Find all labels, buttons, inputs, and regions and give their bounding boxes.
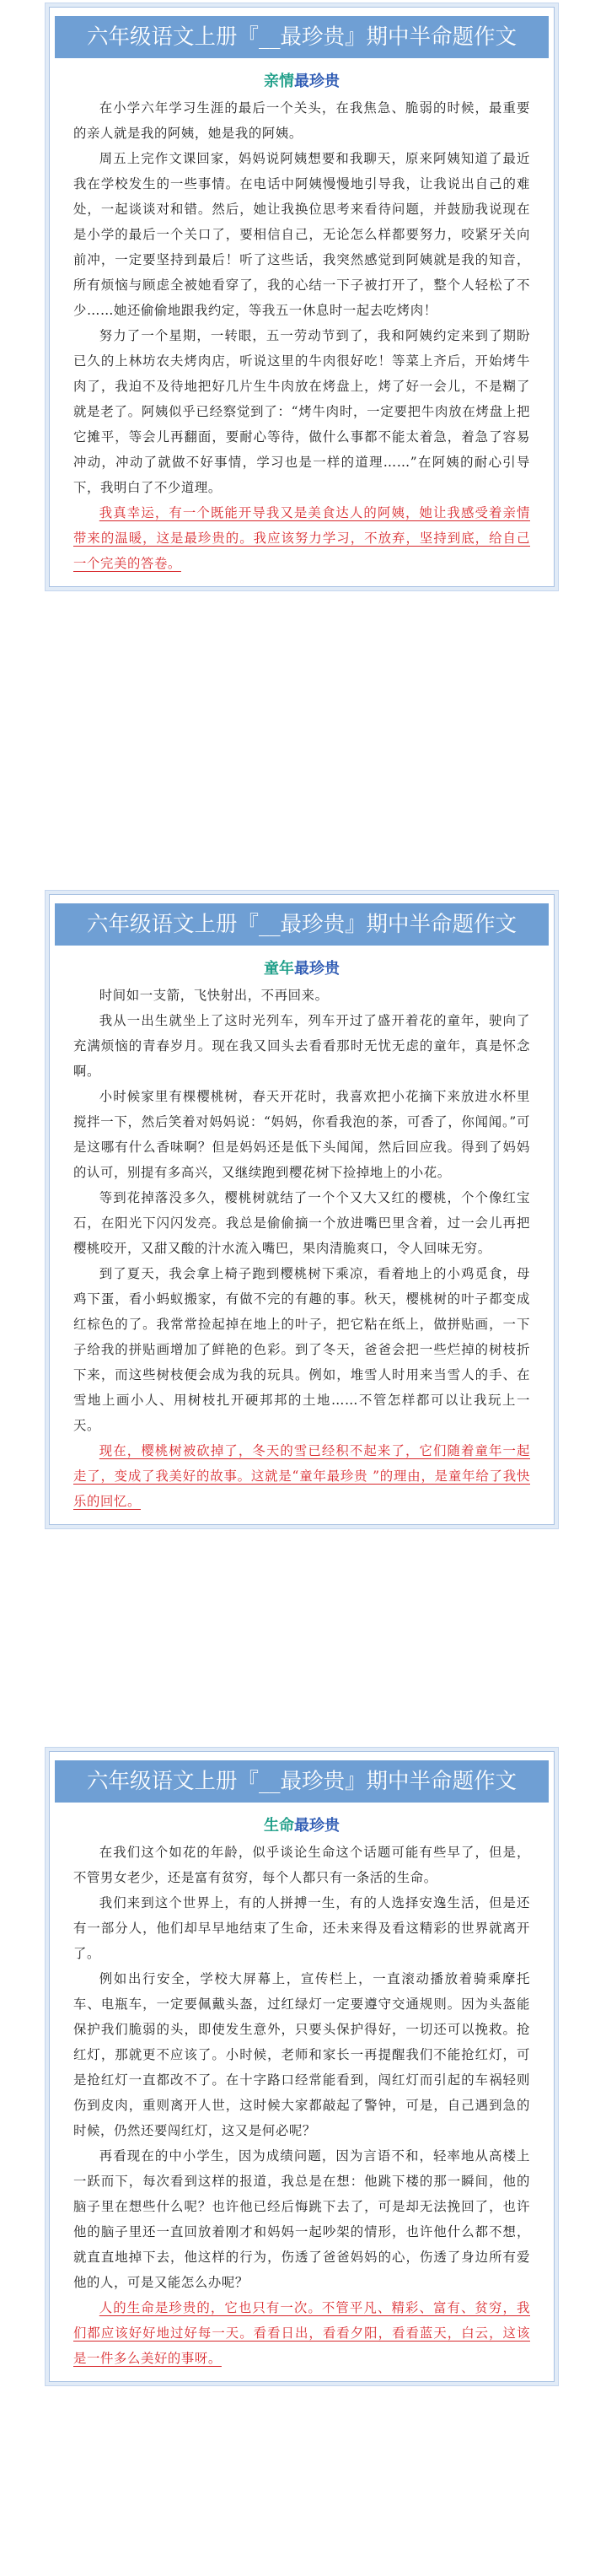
essay-title-keyword: 童年 bbox=[264, 960, 294, 978]
paragraph: 例如出行安全，学校大屏幕上，宣传栏上，一直滚动播放着骑乘摩托车、电瓶车，一定要佩戴头盔，过红绿灯一定要遵守交通规则。因为头盔能保护我们脆弱的头，即使发生意外，只要头保护得好，一切还可以挽救。抢红灯，那就更不应该了。小时候，老师和家长一再提醒我们不能抢红灯，可是抢红灯一直都改不了。在十字路口经常能看到，闯红灯而引起的车祸轻则伤到皮肉，重则离开人世，这时候大家都敲起了警钟，可是，自己遇到急的时候，仍然还要闯红灯，这又是何必呢？ bbox=[73, 1971, 530, 2138]
paragraph: 在小学六年学习生涯的最后一个关头，在我焦急、脆弱的时候，最重要的亲人就是我的阿姨，她是我的阿姨。 bbox=[73, 100, 530, 141]
essay-title-rest: 最珍贵 bbox=[294, 960, 340, 978]
essay-card bbox=[49, 7, 555, 587]
paragraph: 小时候家里有棵樱桃树，春天开花时，我喜欢把小花摘下来放进水杯里搅拌一下，然后笑着对妈妈说：“妈妈，你看我泡的茶，可香了，你闻闻。”可是这哪有什么香味啊？但是妈妈还是低下头闻闻，然后回应我。得到了妈妈的认可，别提有多高兴，又继续跑到樱花树下捡掉地上的小花。 bbox=[73, 1089, 530, 1180]
essay-title-rest: 最珍贵 bbox=[294, 1817, 340, 1835]
card-title: 六年级语文上册『__最珍贵』期中半命题作文 bbox=[55, 16, 549, 58]
paragraph: 到了夏天，我会拿上椅子跑到樱桃树下乘凉，看着地上的小鸡觅食，母鸡下蛋，看小蚂蚁搬家，有做不完的有趣的事。秋天，樱桃树的叶子都变成红棕色的了。我常常捡起掉在地上的叶子，把它粘在纸上，做拼贴画，一下子给我的拼贴画增加了鲜艳的色彩。到了冬天，爸爸会把一些烂掉的树枝折下来，而这些树枝便会成为我的玩具。例如，堆雪人时用来当雪人的手、在雪地上画小人、用树枝扎开硬邦邦的土地……不管怎样都可以让我玩上一天。 bbox=[73, 1266, 530, 1433]
paragraph: 时间如一支箭，飞快射出，不再回来。 bbox=[99, 988, 329, 1003]
paragraph: 再看现在的中小学生，因为成绩问题，因为言语不和，轻率地从高楼上一跃而下，每次看到这样的报道，我总是在想：他跳下楼的那一瞬间，他的脑子里在想些什么呢？也许他已经后悔跳下去了，可是却无法挽回了，也许他的脑子里还一直回放着刚才和妈妈一起吵架的情形，也许他什么都不想，就直直地掉下去，他这样的行为，伤透了爸爸妈妈的心，伤透了身边所有爱他的人，可是又能怎么办呢？ bbox=[73, 2148, 530, 2290]
paragraph: 在我们这个如花的年龄，似乎谈论生命这个话题可能有些早了，但是，不管男女老少，还是富有贫穷，每个人都只有一条活的生命。 bbox=[73, 1845, 530, 1885]
essay-body bbox=[50, 70, 554, 576]
essay-card bbox=[49, 894, 555, 1525]
essay-title-keyword: 生命 bbox=[264, 1817, 294, 1835]
essay-title bbox=[73, 957, 530, 981]
closing-paragraph: 我真幸运，有一个既能开导我又是美食达人的阿姨，她让我感受着亲情带来的温暖，这是最珍贵的。我应该努力学习，不放弃，坚持到底，给自己一个完美的答卷。 bbox=[73, 505, 530, 571]
essay-title-keyword: 亲情 bbox=[264, 73, 294, 90]
essay-body bbox=[50, 957, 554, 1514]
paragraph: 等到花掉落没多久，樱桃树就结了一个个又大又红的樱桃，个个像红宝石，在阳光下闪闪发亮。我总是偷偷摘一个放进嘴巴里含着，过一会儿再把樱桃咬开，又甜又酸的汁水流入嘴巴，果肉清脆爽口，令人回味无穷。 bbox=[73, 1190, 530, 1256]
essay-title bbox=[73, 1814, 530, 1838]
card-title: 六年级语文上册『__最珍贵』期中半命题作文 bbox=[55, 1760, 549, 1803]
paragraph: 我们来到这个世界上，有的人拼搏一生，有的人选择安逸生活，但是还有一部分人，他们却早早地结束了生命，还未来得及看这精彩的世界就离开了。 bbox=[73, 1895, 530, 1961]
essay-card bbox=[49, 1751, 555, 2382]
closing-paragraph: 人的生命是珍贵的，它也只有一次。不管平凡、精彩、富有、贫穷，我们都应该好好地过好每一天。看看日出，看看夕阳，看看蓝天，白云，这该是一件多么美好的事呀。 bbox=[73, 2300, 530, 2366]
paragraph: 周五上完作文课回家，妈妈说阿姨想要和我聊天，原来阿姨知道了最近我在学校发生的一些事情。在电话中阿姨慢慢地引导我，让我说出自己的难处，一起谈谈对和错。然后，她让我换位思考来看待问题，并鼓励我说现在是小学的最后一个关口了，要相信自己，无论怎么样都要努力，咬紧牙关向前冲，一定要坚持到最后！听了这些话，我突然感觉到阿姨就是我的知音，所有烦恼与顾虑全被她看穿了，我的心结一下子被打开了，整个人轻松了不少……她还偷偷地跟我约定，等我五一休息时一起去吃烤肉！ bbox=[73, 151, 530, 318]
paragraph: 我从一出生就坐上了这时光列车，列车开过了盛开着花的童年，驶向了充满烦恼的青春岁月。现在我又回头去看看那时无忧无虑的童年，真是怀念啊。 bbox=[73, 1013, 530, 1079]
card-title: 六年级语文上册『__最珍贵』期中半命题作文 bbox=[55, 903, 549, 946]
essay-body bbox=[50, 1814, 554, 2371]
closing-paragraph: 现在，樱桃树被砍掉了，冬天的雪已经积不起来了，它们随着童年一起走了，变成了我美好的故事。这就是“童年最珍贵 ”的理由，是童年给了我快乐的回忆。 bbox=[73, 1443, 530, 1509]
paragraph: 努力了一个星期，一转眼，五一劳动节到了，我和阿姨约定来到了期盼已久的上林坊农夫烤肉店，听说这里的牛肉很好吃！等菜上齐后，开始烤牛肉了，我迫不及待地把好几片生牛肉放在烤盘上，烤了好一会儿，不是糊了就是老了。阿姨似乎已经察觉到了：“烤牛肉时，一定要把牛肉放在烤盘上把它摊平，等会儿再翻面，要耐心等待，做什么事都不能太着急，着急了容易冲动，冲动了就做不好事情，学习也是一样的道理……”在阿姨的耐心引导下，我明白了不少道理。 bbox=[73, 328, 530, 495]
essay-title bbox=[73, 70, 530, 94]
essay-title-rest: 最珍贵 bbox=[294, 73, 340, 90]
